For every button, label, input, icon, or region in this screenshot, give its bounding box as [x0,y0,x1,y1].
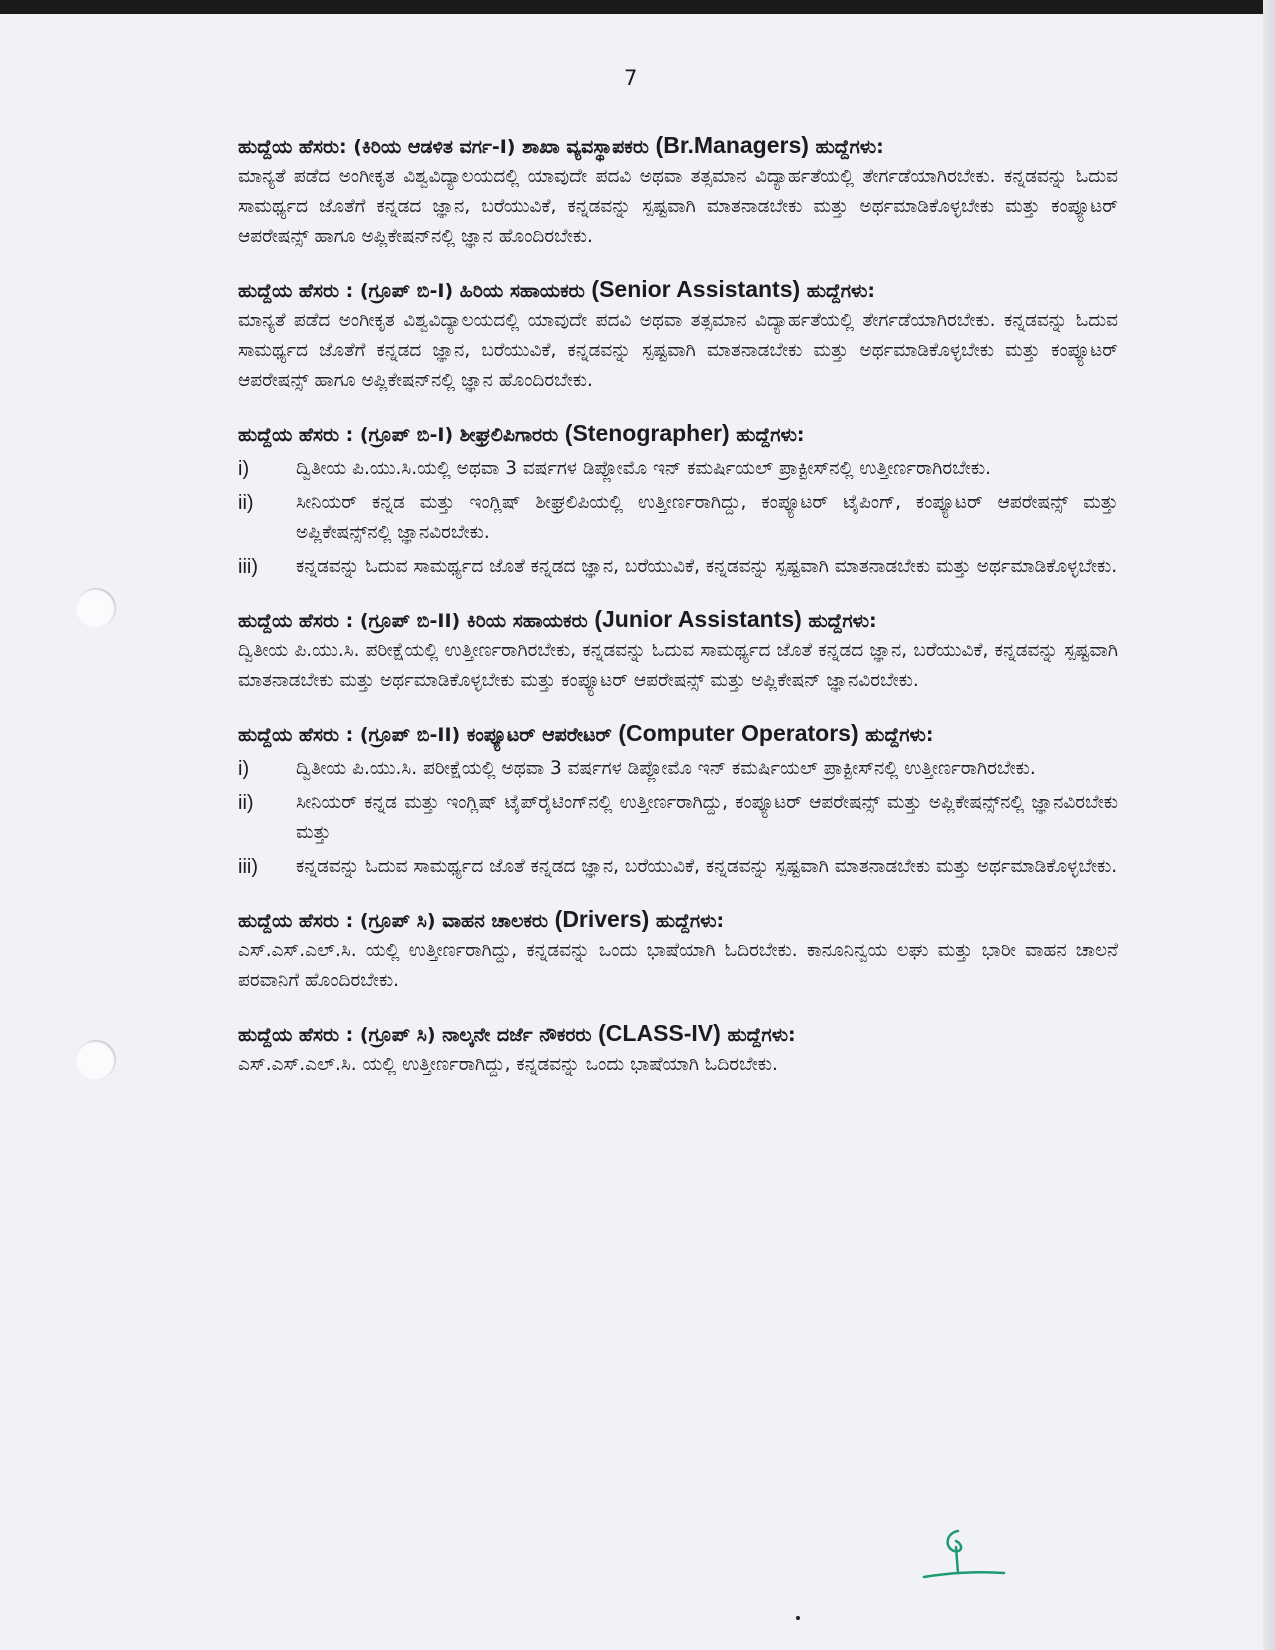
section-heading [238,718,1118,750]
list-item-number: iii) [238,856,258,878]
heading-posts-label: ಹುದ್ದೆಗಳು: [727,1024,796,1046]
heading-english: (Br.Managers) [655,132,809,158]
list-item-text: ದ್ವಿತೀಯ ಪಿ.ಯು.ಸಿ.ಯಲ್ಲಿ ಅಥವಾ 3 ವರ್ಷಗಳ ಡಿಪ್ಲೋಮೊ ಇನ್ ಕಮರ್ಷಿಯಲ್ ಪ್ರಾಕ್ಟೀಸ್‌ನಲ್ಲಿ ಉತ್ತೀರ್ಣರಾಗಿರಬೇಕು. [296,458,991,479]
heading-posts-label: ಹುದ್ದೆಗಳು: [815,136,884,158]
section-branch-managers [238,130,1118,252]
list-item-text: ಕನ್ನಡವನ್ನು ಓದುವ ಸಾಮರ್ಥ್ಯದ ಜೊತೆ ಕನ್ನಡದ ಜ್ಞಾನ, ಬರೆಯುವಿಕೆ, ಕನ್ನಡವನ್ನು ಸ್ಪಷ್ಟವಾಗಿ ಮಾತನಾಡಬೇಕು ಮತ್ತು ಅರ್ಥಮಾಡಿಕೊಳ್ಳಬೇಕು. [296,556,1118,577]
heading-posts-label: ಹುದ್ದೆಗಳು: [736,424,805,446]
heading-english: (CLASS-IV) [598,1020,721,1046]
scan-right-edge [1263,0,1275,1650]
list-item [238,754,1118,784]
document-body [238,130,1118,1102]
stray-dot [796,1616,800,1620]
section-heading [238,418,1118,450]
list-item-text: ಸೀನಿಯರ್ ಕನ್ನಡ ಮತ್ತು ಇಂಗ್ಲಿಷ್ ಟೈಪ್‌ರೈಟಿಂಗ್‌ನಲ್ಲಿ ಉತ್ತೀರ್ಣರಾಗಿದ್ದು, ಕಂಪ್ಯೂಟರ್ ಆಪರೇಷನ್ಸ್ ಮತ್ತು ಅಪ್ಲಿಕೇಷನ್ಸ್‌ನಲ್ಲಿ ಜ್ಞಾನವಿರಬೇಕು ಮತ್ತು [296,792,1118,843]
section-body: ಮಾನ್ಯತೆ ಪಡೆದ ಅಂಗೀಕೃತ ವಿಶ್ವವಿದ್ಯಾಲಯದಲ್ಲಿ ಯಾವುದೇ ಪದವಿ ಅಥವಾ ತತ್ಸಮಾನ ವಿದ್ಯಾರ್ಹತೆಯಲ್ಲಿ ತೇರ್ಗಡೆಯಾಗಿರಬೇಕು. ಕನ್ನಡವನ್ನು ಓದುವ ಸಾಮರ್ಥ್ಯದ ಜೊತೆಗೆ ಕನ್ನಡದ ಜ್ಞಾನ, ಬರೆಯುವಿಕೆ, ಕನ್ನಡವನ್ನು ಸ್ಪಷ್ಟವಾಗಿ ಮಾತನಾಡಬೇಕು ಮತ್ತು ಅರ್ಥಮಾಡಿಕೊಳ್ಳಬೇಕು ಮತ್ತು ಕಂಪ್ಯೂಟರ್ ಆಪರೇಷನ್ಸ್ ಹಾಗೂ ಅಪ್ಲಿಕೇಷನ್‌ನಲ್ಲಿ ಜ್ಞಾನ ಹೊಂದಿರಬೇಕು. [238,310,1118,391]
section-computer-operators [238,718,1118,882]
signature-mark [918,1525,1008,1585]
list-item-number: ii) [238,492,254,514]
list-item [238,454,1118,484]
list-item-number: iii) [238,556,258,578]
section-body: ಎಸ್.ಎಸ್.ಎಲ್.ಸಿ. ಯಲ್ಲಿ ಉತ್ತೀರ್ಣರಾಗಿದ್ದು, ಕನ್ನಡವನ್ನು ಒಂದು ಭಾಷೆಯಾಗಿ ಓದಿರಬೇಕು. ಕಾನೂನಿನ್ವಯ ಲಘು ಮತ್ತು ಭಾರೀ ವಾಹನ ಚಾಲನೆ ಪರವಾನಿಗೆ ಹೊಂದಿರಬೇಕು. [238,940,1118,991]
section-heading [238,604,1118,636]
heading-english: (Drivers) [554,906,650,932]
list-item [238,852,1118,882]
section-heading [238,130,1118,162]
list-item-number: i) [238,758,250,780]
heading-posts-label: ಹುದ್ದೆಗಳು: [865,724,934,746]
list-item-text: ಕನ್ನಡವನ್ನು ಓದುವ ಸಾಮರ್ಥ್ಯದ ಜೊತೆ ಕನ್ನಡದ ಜ್ಞಾನ, ಬರೆಯುವಿಕೆ, ಕನ್ನಡವನ್ನು ಸ್ಪಷ್ಟವಾಗಿ ಮಾತನಾಡಬೇಕು ಮತ್ತು ಅರ್ಥಮಾಡಿಕೊಳ್ಳಬೇಕು. [296,856,1118,877]
heading-kannada: ಹುದ್ದೆಯ ಹೆಸರು : (ಗ್ರೂಪ್ ಬಿ-I) ಹಿರಿಯ ಸಹಾಯಕರು [238,280,585,302]
heading-kannada: ಹುದ್ದೆಯ ಹೆಸರು : (ಗ್ರೂಪ್ ಸಿ) ನಾಲ್ಕನೇ ದರ್ಜೆ ನೌಕರರು [238,1024,592,1046]
section-senior-assistants [238,274,1118,396]
heading-posts-label: ಹುದ್ದೆಗಳು: [806,280,876,302]
section-stenographer [238,418,1118,582]
section-class-iv [238,1018,1118,1080]
heading-kannada: ಹುದ್ದೆಯ ಹೆಸರು: (ಕಿರಿಯ ಆಡಳಿತ ವರ್ಗ-I) ಶಾಖಾ ವ್ಯವಸ್ಥಾಪಕರು [238,136,649,158]
heading-english: (Stenographer) [564,420,730,446]
heading-english: (Junior Assistants) [594,606,802,632]
heading-posts-label: ಹುದ್ದೆಗಳು: [655,910,725,932]
list-item-number: ii) [238,792,254,814]
list-item-text: ಸೀನಿಯರ್ ಕನ್ನಡ ಮತ್ತು ಇಂಗ್ಲಿಷ್ ಶೀಘ್ರಲಿಪಿಯಲ್ಲಿ ಉತ್ತೀರ್ಣರಾಗಿದ್ದು, ಕಂಪ್ಯೂಟರ್ ಟೈಪಿಂಗ್, ಕಂಪ್ಯೂಟರ್ ಆಪರೇಷನ್ಸ್ ಮತ್ತು ಅಪ್ಲಿಕೇಷನ್ಸ್‌ನಲ್ಲಿ ಜ್ಞಾನವಿರಬೇಕು. [296,492,1118,543]
punch-hole-upper [76,588,116,628]
heading-english: (Senior Assistants) [591,276,801,302]
section-heading [238,1018,1118,1050]
section-heading [238,904,1118,936]
heading-kannada: ಹುದ್ದೆಯ ಹೆಸರು : (ಗ್ರೂಪ್ ಸಿ) ವಾಹನ ಚಾಲಕರು [238,910,549,932]
list-item-text: ದ್ವಿತೀಯ ಪಿ.ಯು.ಸಿ. ಪರೀಕ್ಷೆಯಲ್ಲಿ ಅಥವಾ 3 ವರ್ಷಗಳ ಡಿಪ್ಲೋಮೊ ಇನ್ ಕಮರ್ಷಿಯಲ್ ಪ್ರಾಕ್ಟೀಸ್‌ನಲ್ಲಿ ಉತ್ತೀರ್ಣರಾಗಿರಬೇಕು. [296,758,1036,779]
list-item [238,788,1118,848]
section-body: ಮಾನ್ಯತೆ ಪಡೆದ ಅಂಗೀಕೃತ ವಿಶ್ವವಿದ್ಯಾಲಯದಲ್ಲಿ ಯಾವುದೇ ಪದವಿ ಅಥವಾ ತತ್ಸಮಾನ ವಿದ್ಯಾರ್ಹತೆಯಲ್ಲಿ ತೇರ್ಗಡೆಯಾಗಿರಬೇಕು. ಕನ್ನಡವನ್ನು ಓದುವ ಸಾಮರ್ಥ್ಯದ ಜೊತೆಗೆ ಕನ್ನಡದ ಜ್ಞಾನ, ಬರೆಯುವಿಕೆ, ಕನ್ನಡವನ್ನು ಸ್ಪಷ್ಟವಾಗಿ ಮಾತನಾಡಬೇಕು ಮತ್ತು ಅರ್ಥಮಾಡಿಕೊಳ್ಳಬೇಕು ಮತ್ತು ಕಂಪ್ಯೂಟರ್ ಆಪರೇಷನ್ಸ್ ಹಾಗೂ ಅಪ್ಲಿಕೇಷನ್‌ನಲ್ಲಿ ಜ್ಞಾನ ಹೊಂದಿರಬೇಕು. [238,166,1118,247]
punch-hole-lower [76,1040,116,1080]
heading-kannada: ಹುದ್ದೆಯ ಹೆಸರು : (ಗ್ರೂಪ್ ಬಿ-II) ಕಿರಿಯ ಸಹಾಯಕರು [238,610,588,632]
section-body: ಎಸ್.ಎಸ್.ಎಲ್.ಸಿ. ಯಲ್ಲಿ ಉತ್ತೀರ್ಣರಾಗಿದ್ದು, ಕನ್ನಡವನ್ನು ಒಂದು ಭಾಷೆಯಾಗಿ ಓದಿರಬೇಕು. [238,1054,778,1075]
page-number: 7 [624,66,638,90]
list-item [238,488,1118,548]
scan-top-edge [0,0,1263,14]
section-heading [238,274,1118,306]
list-item [238,552,1118,582]
heading-posts-label: ಹುದ್ದೆಗಳು: [808,610,877,632]
section-junior-assistants [238,604,1118,696]
section-drivers [238,904,1118,996]
heading-kannada: ಹುದ್ದೆಯ ಹೆಸರು : (ಗ್ರೂಪ್ ಬಿ-II) ಕಂಪ್ಯೂಟರ್ ಆಪರೇಟರ್ [238,724,612,746]
list-item-number: i) [238,458,250,480]
section-body: ದ್ವಿತೀಯ ಪಿ.ಯು.ಸಿ. ಪರೀಕ್ಷೆಯಲ್ಲಿ ಉತ್ತೀರ್ಣರಾಗಿರಬೇಕು, ಕನ್ನಡವನ್ನು ಓದುವ ಸಾಮರ್ಥ್ಯದ ಜೊತೆ ಕನ್ನಡದ ಜ್ಞಾನ, ಬರೆಯುವಿಕೆ, ಕನ್ನಡವನ್ನು ಸ್ಪಷ್ಟವಾಗಿ ಮಾತನಾಡಬೇಕು ಮತ್ತು ಅರ್ಥಮಾಡಿಕೊಳ್ಳಬೇಕು ಮತ್ತು ಕಂಪ್ಯೂಟರ್ ಆಪರೇಷನ್ಸ್ ಮತ್ತು ಅಪ್ಲಿಕೇಷನ್ ಜ್ಞಾನವಿರಬೇಕು. [238,640,1118,691]
heading-english: (Computer Operators) [618,720,859,746]
heading-kannada: ಹುದ್ದೆಯ ಹೆಸರು : (ಗ್ರೂಪ್ ಬಿ-I) ಶೀಘ್ರಲಿಪಿಗಾರರು [238,424,559,446]
